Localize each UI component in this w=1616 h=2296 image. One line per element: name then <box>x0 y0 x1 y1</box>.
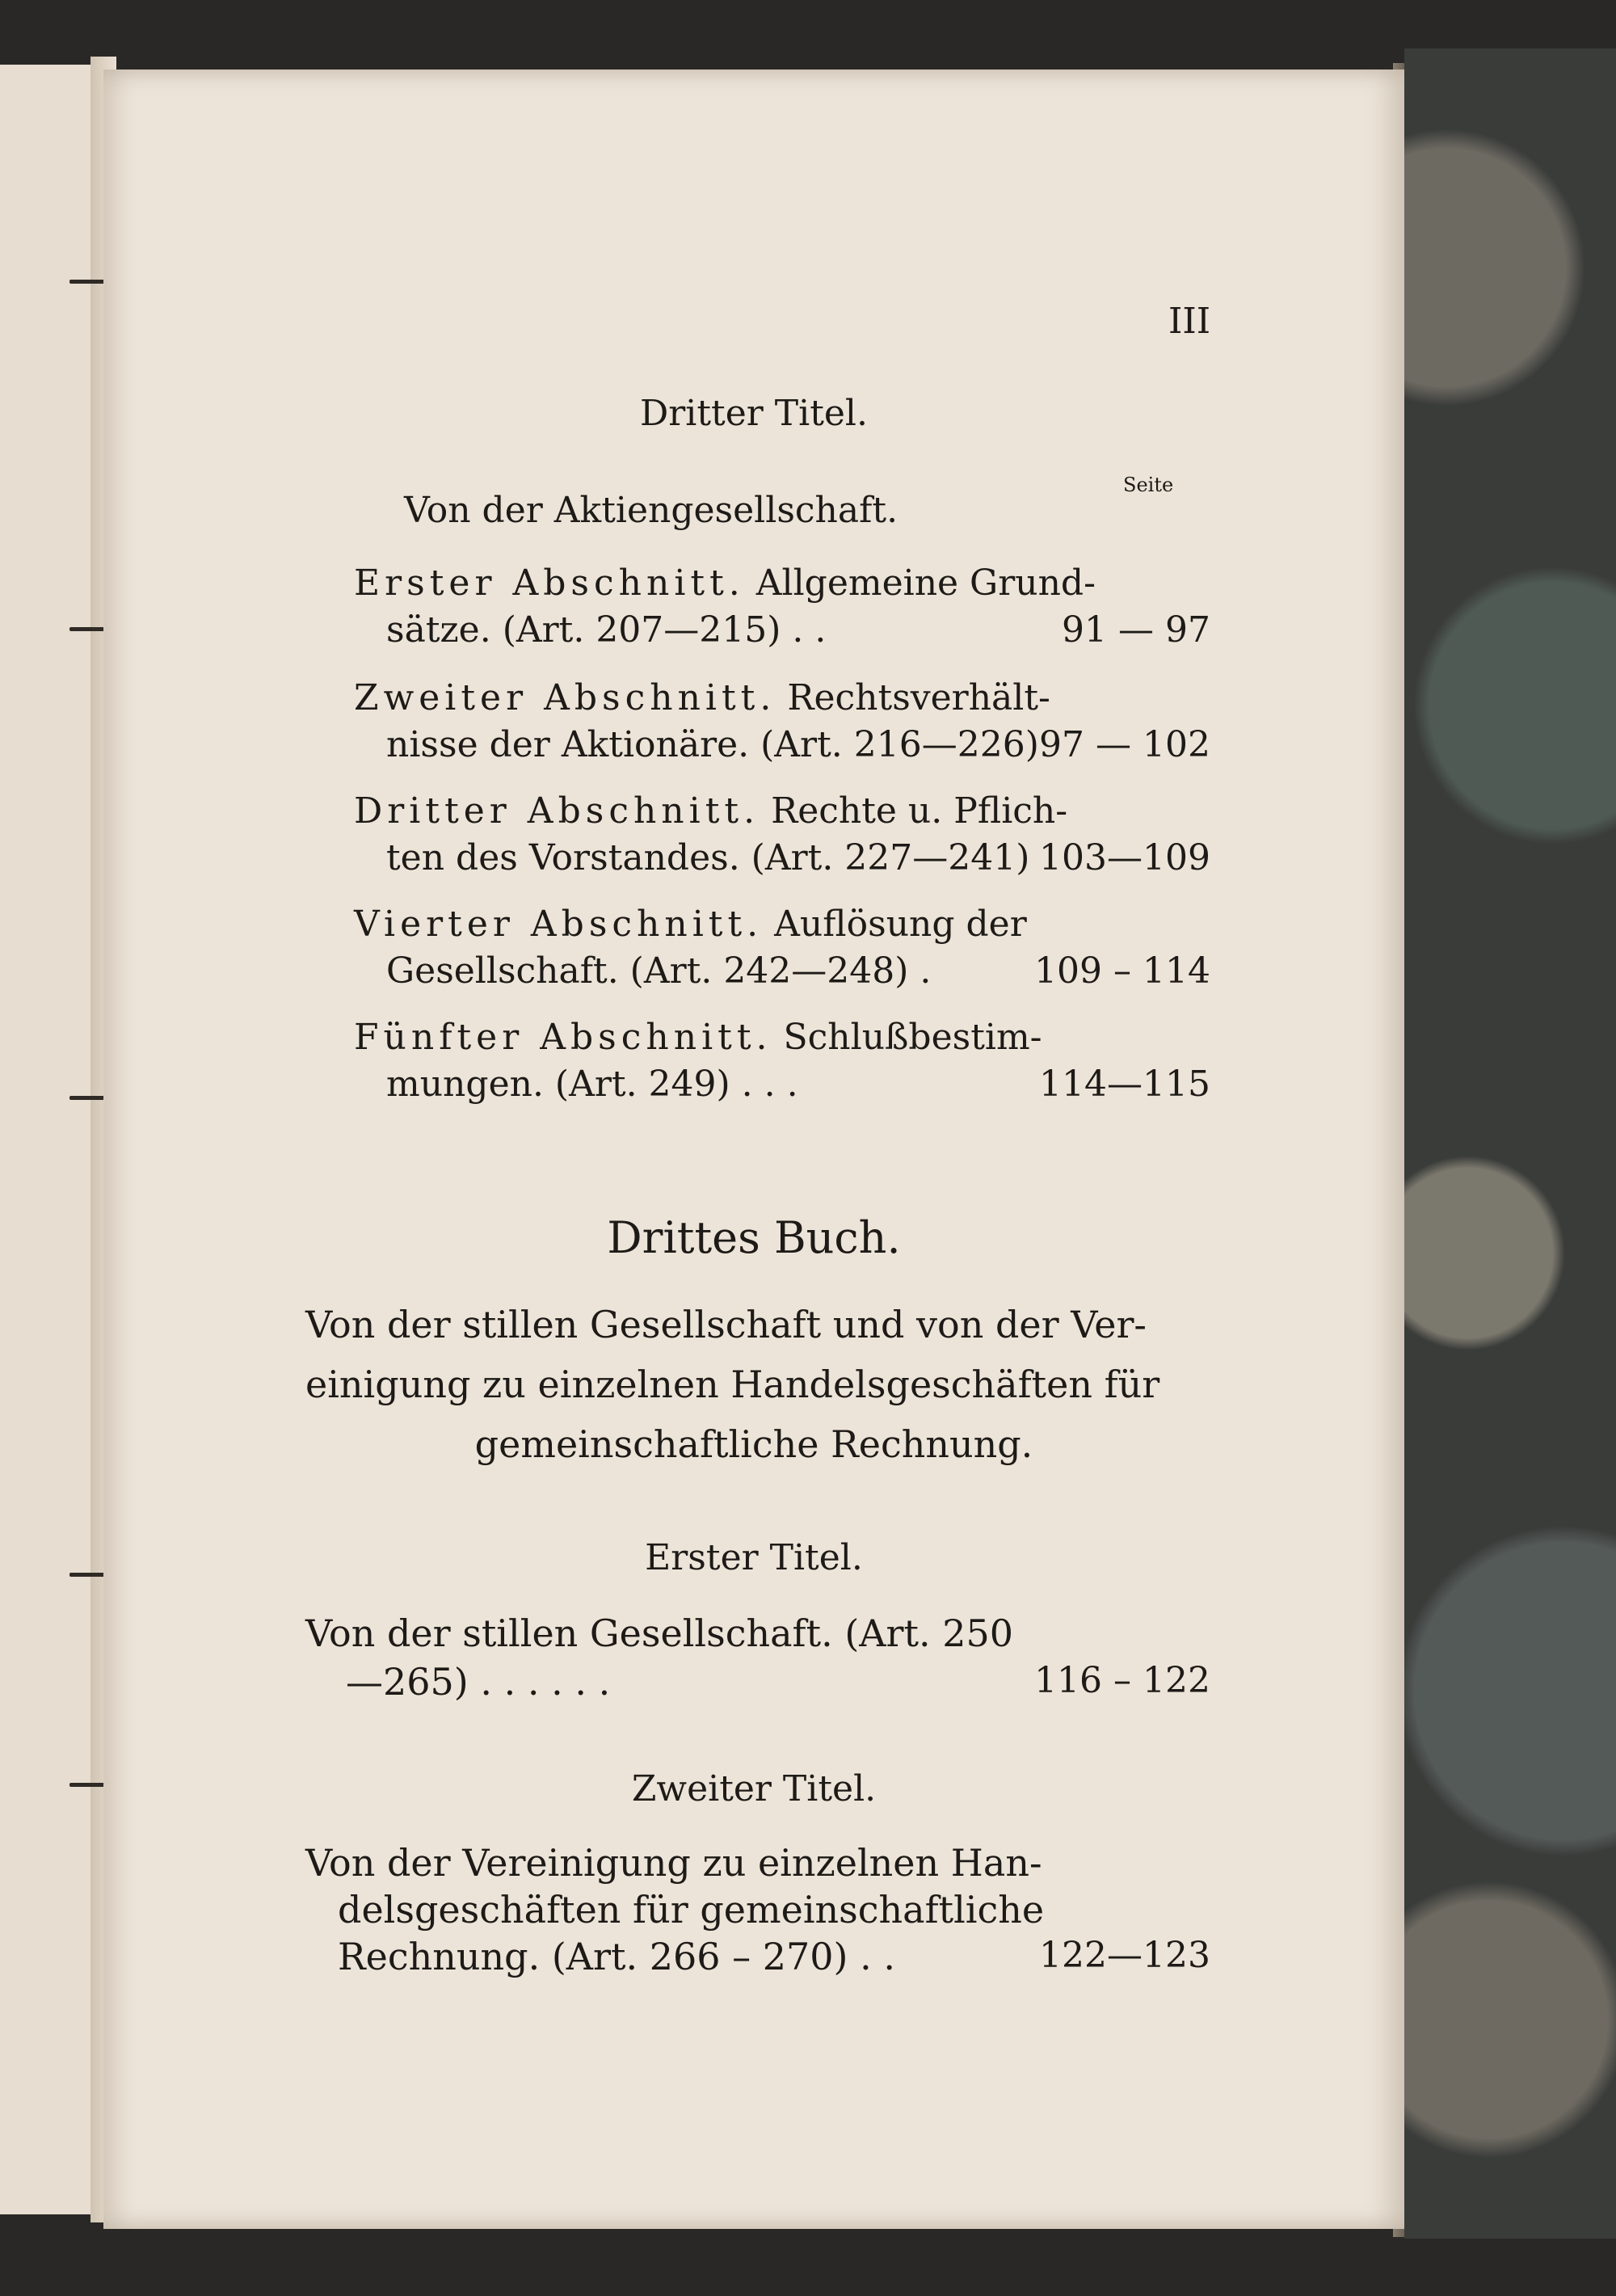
entry-pages: 116 – 122 <box>1034 1660 1210 1701</box>
title-heading: Erster Titel. <box>645 1537 863 1578</box>
book-description-line: gemeinschaftliche Rechnung. <box>474 1422 1033 1466</box>
title-entry-line: Von der Vereinigung zu einzelnen Han- <box>305 1841 1042 1885</box>
entry-label: Erster Abschnitt. <box>354 562 745 604</box>
marbled-cover <box>1404 48 1616 2239</box>
title-entry-line: Von der stillen Gesellschaft. (Art. 250 <box>305 1611 1013 1655</box>
entry-pages: 103—109 <box>1039 837 1210 878</box>
entry-text-line2: Gesellschaft. (Art. 242—248) . <box>386 950 932 992</box>
entry-pages: 109 – 114 <box>1034 950 1210 992</box>
title-entry-line: Rechnung. (Art. 266 – 270) . . <box>338 1935 895 1978</box>
entry-label: Zweiter Abschnitt. <box>354 677 776 718</box>
entry-pages: 91 — 97 <box>1062 609 1210 651</box>
book-title: Drittes Buch. <box>607 1212 901 1263</box>
title-entry-line: —265) . . . . . . <box>346 1660 611 1704</box>
entry-text-line2: mungen. (Art. 249) . . . <box>386 1064 798 1105</box>
entry-text-line2: ten des Vorstandes. (Art. 227—241) <box>386 837 1030 878</box>
book-page <box>103 70 1404 2229</box>
entry-label: Dritter Abschnitt. <box>354 790 760 832</box>
entry-text: Rechtsverhält- <box>787 677 1050 718</box>
seite-label: Seite <box>1123 474 1174 496</box>
entry-pages: 122—123 <box>1039 1935 1210 1976</box>
entry-label: Fünfter Abschnitt. <box>354 1017 772 1058</box>
title-entry-line: delsgeschäften für gemeinschaftliche <box>338 1888 1045 1932</box>
entry-text-line2: nisse der Aktionäre. (Art. 216—226) <box>386 724 1039 765</box>
title-heading: Zweiter Titel. <box>631 1768 877 1809</box>
page-number: III <box>1168 301 1211 342</box>
book-description-line: einigung zu einzelnen Handelsgeschäften für <box>305 1363 1160 1406</box>
entry-text: Schlußbestim- <box>783 1017 1042 1058</box>
entry-label: Vierter Abschnitt. <box>354 904 764 945</box>
book-description-line: Von der stillen Gesellschaft und von der Ver- <box>305 1303 1147 1346</box>
left-page-edge <box>0 65 103 2214</box>
entry-pages: 97 — 102 <box>1039 724 1210 765</box>
section-title: Dritter Titel. <box>639 393 868 434</box>
entry-text: Allgemeine Grund- <box>755 562 1096 604</box>
entry-text-line2: sätze. (Art. 207—215) . . <box>386 609 827 651</box>
entry-pages: 114—115 <box>1039 1064 1210 1105</box>
entry-text: Auflösung der <box>774 904 1027 945</box>
entry-text: Rechte u. Pflich- <box>771 790 1068 832</box>
section-heading: Von der Aktiengesellschaft. <box>404 490 898 531</box>
